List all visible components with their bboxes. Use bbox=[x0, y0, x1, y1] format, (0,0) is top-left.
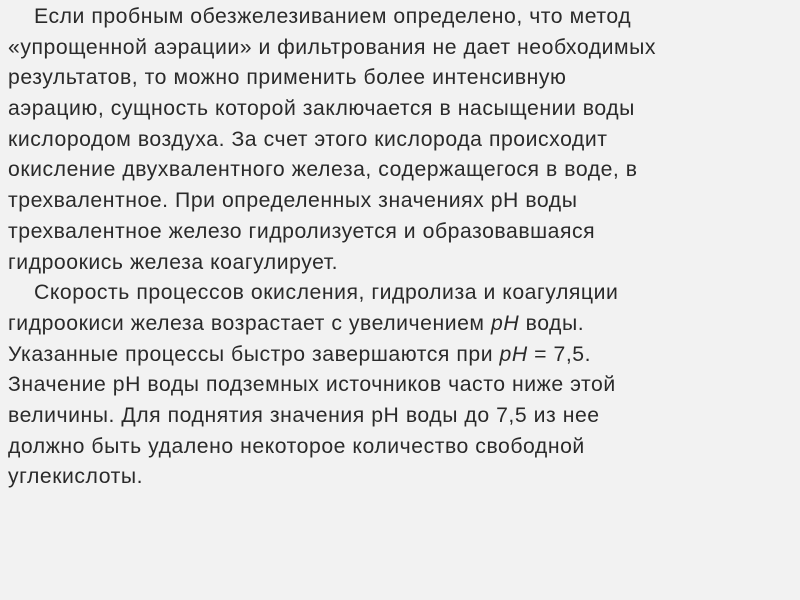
text-line: аэрацию, сущность которой заключается в насыщении воды bbox=[8, 97, 635, 121]
text-fragment: = 7,5. bbox=[527, 342, 592, 366]
paragraph-1 bbox=[8, 2, 792, 278]
text-line: гидроокись железа коагулирует. bbox=[8, 250, 339, 274]
text-line: Скорость процессов окисления, гидролиза и коагуляции bbox=[34, 281, 619, 305]
ph-italic: pH bbox=[499, 342, 528, 366]
text-fragment: Указанные процессы быстро завершаются при bbox=[8, 342, 500, 366]
body-text bbox=[8, 2, 792, 493]
text-line: должно быть удалено некоторое количество свободной bbox=[8, 434, 585, 458]
text-line bbox=[8, 309, 792, 340]
text-line: Если пробным обезжелезиванием определено, что метод bbox=[34, 5, 632, 28]
text-line: величины. Для поднятия значения pH воды до 7,5 из нее bbox=[8, 403, 600, 427]
text-line: результатов, то можно применить более интенсивную bbox=[8, 66, 567, 90]
text-fragment: гидроокиси железа возрастает с увеличением bbox=[8, 311, 491, 335]
text-line: кислородом воздуха. За счет этого кислорода происходит bbox=[8, 127, 608, 151]
ph-italic: pH bbox=[491, 311, 520, 335]
text-line: трехвалентное. При определенных значениях pH воды bbox=[8, 189, 578, 213]
text-line: Значение pH воды подземных источников часто ниже этой bbox=[8, 373, 616, 397]
paragraph-2 bbox=[8, 278, 792, 493]
text-line: «упрощенной аэрации» и фильтрования не дает необходимых bbox=[8, 35, 657, 59]
text-line: углекислоты. bbox=[8, 465, 144, 489]
text-line bbox=[8, 340, 792, 371]
text-fragment: воды. bbox=[519, 311, 585, 335]
text-line: окисление двухвалентного железа, содержащегося в воде, в bbox=[8, 158, 638, 182]
text-line: трехвалентное железо гидролизуется и образовавшаяся bbox=[8, 219, 596, 243]
